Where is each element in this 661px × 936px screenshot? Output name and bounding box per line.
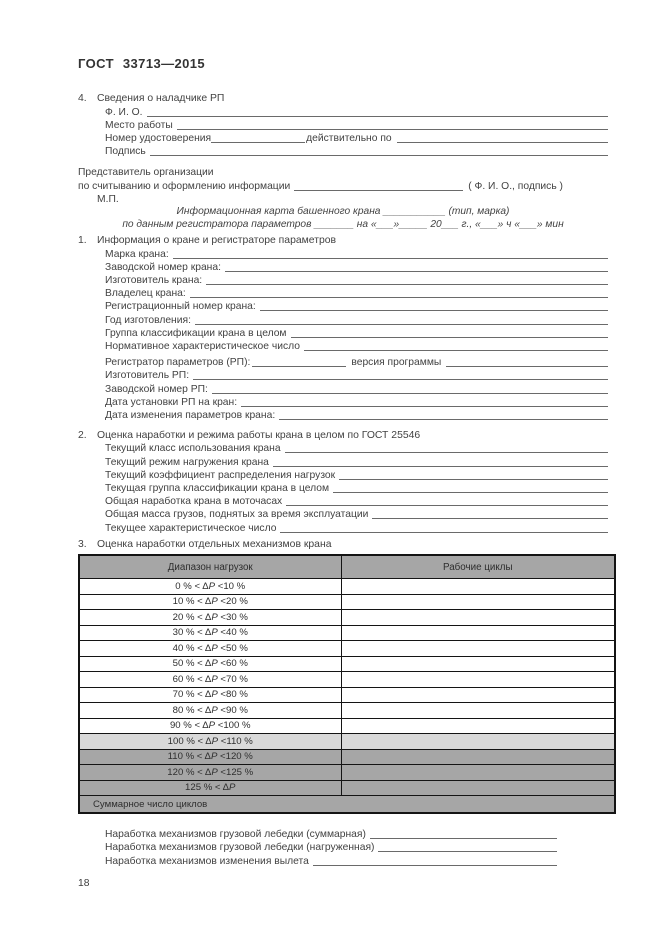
recorder-fields xyxy=(78,368,608,421)
form-field-row xyxy=(78,395,608,408)
work-cycles-cell xyxy=(341,718,615,734)
load-range-cell: 70 % < ΔP <80 % xyxy=(79,687,341,703)
info-card-subtitle: по данным регистратора параметров _______ на «___»_____ 20___ г., «___» ч «___» мин xyxy=(122,218,564,230)
form-field-row xyxy=(78,827,557,840)
table-row xyxy=(79,749,615,765)
form-field-row xyxy=(78,468,608,481)
field-label: Регистратор параметров (РП): xyxy=(105,357,251,369)
fill-in-line xyxy=(193,379,608,380)
fill-in-line xyxy=(195,324,608,325)
form-field-row xyxy=(78,312,608,325)
representative-title-row xyxy=(78,165,608,178)
fill-in-line xyxy=(370,838,557,839)
form-field-row xyxy=(78,286,608,299)
table-row xyxy=(79,610,615,626)
fill-in-line xyxy=(313,865,557,866)
table-row xyxy=(79,703,615,719)
fill-in-line xyxy=(446,366,608,367)
info-card-title: Информационная карта башенного крана ___________ (тип, марка) xyxy=(176,205,510,217)
form-field-row xyxy=(78,408,608,421)
table-row xyxy=(79,594,615,610)
fill-in-line xyxy=(173,258,608,259)
form-field-row xyxy=(78,481,608,494)
section-heading-adjuster xyxy=(78,91,608,104)
field-label: Дата изменения параметров крана: xyxy=(105,409,276,421)
field-label: Заводской номер крана: xyxy=(105,261,221,273)
form-field-row xyxy=(78,355,608,368)
form-field-row xyxy=(78,381,608,394)
field-label: Год изготовления: xyxy=(105,314,191,326)
work-cycles-cell xyxy=(341,656,615,672)
fill-in-line xyxy=(286,505,608,506)
field-label: Текущее характеристическое число xyxy=(105,522,277,534)
form-field-row xyxy=(78,494,608,507)
form-field-row xyxy=(78,178,608,191)
field-label: Общая масса грузов, поднятых за время эксплуатации xyxy=(105,509,369,521)
field-label: Наработка механизмов изменения вылета xyxy=(105,855,309,867)
field-label: по считыванию и оформлению информации xyxy=(78,180,291,192)
field-label: Наработка механизмов грузовой лебедки (нагруженная) xyxy=(105,842,375,854)
fill-in-line xyxy=(225,271,608,272)
table-row xyxy=(79,579,615,595)
form-field-row xyxy=(78,246,608,259)
work-cycles-cell xyxy=(341,641,615,657)
fill-in-line xyxy=(372,518,608,519)
table-row xyxy=(79,625,615,641)
table-summary-row xyxy=(79,796,615,814)
field-label: Наработка механизмов грузовой лебедки (суммарная) xyxy=(105,829,366,841)
field-label: Подпись xyxy=(105,146,146,158)
form-field-row xyxy=(78,144,608,157)
fill-in-line xyxy=(279,419,608,420)
load-range-cell: 60 % < ΔP <70 % xyxy=(79,672,341,688)
fill-in-line xyxy=(147,116,608,117)
work-cycles-cell xyxy=(341,687,615,703)
form-field-row xyxy=(78,118,608,131)
section-heading-mechanisms xyxy=(78,537,608,550)
fio-signature-note: ( Ф. И. О., подпись ) xyxy=(468,180,563,192)
form-field-row xyxy=(78,326,608,339)
section-title: Сведения о наладчике РП xyxy=(97,93,225,105)
fill-in-line xyxy=(291,337,608,338)
form-field-row xyxy=(78,299,608,312)
stamp-label: М.П. xyxy=(97,193,119,205)
section-title: Информация о кране и регистраторе параметров xyxy=(97,235,337,247)
col-header-work-cycles: Рабочие циклы xyxy=(341,555,615,579)
load-range-cell: 50 % < ΔP <60 % xyxy=(79,656,341,672)
work-cycles-cell xyxy=(341,672,615,688)
form-field-row xyxy=(78,339,608,352)
field-label: версия программы xyxy=(351,357,442,369)
work-cycles-cell xyxy=(341,594,615,610)
field-label: Текущий класс использования крана xyxy=(105,443,281,455)
work-cycles-cell xyxy=(341,579,615,595)
fill-in-line xyxy=(273,466,608,467)
field-label: Заводской номер РП: xyxy=(105,383,208,395)
load-range-cell: 125 % < ΔP xyxy=(79,780,341,796)
section-title: Оценка наработки отдельных механизмов крана xyxy=(97,539,332,550)
form-field-row xyxy=(78,441,608,454)
load-range-cell: 0 % < ΔP <10 % xyxy=(79,579,341,595)
load-range-cell: 10 % < ΔP <20 % xyxy=(79,594,341,610)
fill-in-line xyxy=(252,366,346,367)
field-label: Место работы xyxy=(105,119,173,131)
form-field-row xyxy=(78,520,608,533)
field-label: Марка крана: xyxy=(105,248,169,260)
field-label: Номер удостоверения xyxy=(105,132,212,144)
form-field-row xyxy=(78,507,608,520)
work-cycles-cell xyxy=(341,780,615,796)
load-range-cell: 80 % < ΔP <90 % xyxy=(79,703,341,719)
field-label: Дата установки РП на кран: xyxy=(105,396,238,408)
stamp-row xyxy=(78,192,608,205)
work-cycles-cell xyxy=(341,703,615,719)
table-row xyxy=(79,718,615,734)
section-title: Оценка наработки и режима работы крана в целом по ГОСТ 25546 xyxy=(97,430,421,442)
fill-in-line xyxy=(211,142,305,143)
field-label: действительно по xyxy=(306,132,392,144)
field-label: Регистрационный номер крана: xyxy=(105,301,256,313)
form-field-row xyxy=(78,260,608,273)
table-row xyxy=(79,656,615,672)
load-range-cell: 30 % < ΔP <40 % xyxy=(79,625,341,641)
fill-in-line xyxy=(280,532,608,533)
fill-in-line xyxy=(285,452,608,453)
section-heading-operating-time xyxy=(78,428,608,441)
load-range-cell: 90 % < ΔP <100 % xyxy=(79,718,341,734)
operating-time-fields xyxy=(78,441,608,533)
work-cycles-cell xyxy=(341,765,615,781)
work-cycles-cell xyxy=(341,625,615,641)
form-field-row xyxy=(78,853,557,866)
section-number: 3. xyxy=(78,539,87,550)
field-label: Текущий режим нагружения крана xyxy=(105,456,269,468)
fill-in-line xyxy=(212,393,608,394)
fill-in-line xyxy=(397,142,608,143)
field-label: Изготовитель РП: xyxy=(105,370,190,382)
table-header-row xyxy=(79,555,615,579)
fill-in-line xyxy=(241,406,608,407)
summary-cycles-label: Суммарное число циклов xyxy=(79,796,615,814)
form-field-row xyxy=(78,454,608,467)
table-row xyxy=(79,765,615,781)
table-row xyxy=(79,672,615,688)
section-heading-crane-info xyxy=(78,233,608,246)
load-range-cell: 100 % < ΔP <110 % xyxy=(79,734,341,750)
table-row xyxy=(79,641,615,657)
form-field-row xyxy=(78,368,608,381)
fill-in-line xyxy=(150,155,608,156)
fill-in-line xyxy=(177,129,608,130)
field-label: Текущий коэффициент распределения нагрузок xyxy=(105,469,336,481)
field-label: Текущая группа классификации крана в целом xyxy=(105,483,330,495)
representative-title: Представитель организации xyxy=(78,167,214,179)
load-cycles-table xyxy=(78,554,616,814)
field-label: Изготовитель крана: xyxy=(105,275,203,287)
section-number: 4. xyxy=(78,93,87,105)
work-cycles-cell xyxy=(341,734,615,750)
work-cycles-cell xyxy=(341,749,615,765)
field-label: Группа классификации крана в целом xyxy=(105,327,287,339)
mechanism-operating-lines xyxy=(78,827,557,867)
fill-in-line xyxy=(260,310,608,311)
gost-standard-number: ГОСТ 33713—2015 xyxy=(78,56,205,71)
form-field-row xyxy=(78,840,557,853)
field-label: Ф. И. О. xyxy=(105,106,143,118)
fill-in-line xyxy=(333,492,608,493)
load-range-cell: 20 % < ΔP <30 % xyxy=(79,610,341,626)
table-row xyxy=(79,734,615,750)
table-row xyxy=(79,780,615,796)
page-number: 18 xyxy=(78,877,90,889)
load-range-cell: 120 % < ΔP <125 % xyxy=(79,765,341,781)
section-number: 1. xyxy=(78,235,87,247)
form-field-row xyxy=(78,273,608,286)
table-row xyxy=(79,687,615,703)
section-number: 2. xyxy=(78,430,87,442)
fill-in-line xyxy=(339,479,608,480)
crane-info-fields xyxy=(78,246,608,352)
field-label: Владелец крана: xyxy=(105,288,186,300)
form-field-row xyxy=(78,131,608,144)
load-range-cell: 110 % < ΔP <120 % xyxy=(79,749,341,765)
field-label: Нормативное характеристическое число xyxy=(105,340,300,352)
fill-in-line xyxy=(190,297,608,298)
fill-in-line xyxy=(294,190,463,191)
fill-in-line xyxy=(206,284,608,285)
col-header-load-range: Диапазон нагрузок xyxy=(79,555,341,579)
fill-in-line xyxy=(304,350,608,351)
field-label: Общая наработка крана в моточасах xyxy=(105,496,283,508)
form-field-row xyxy=(78,104,608,117)
work-cycles-cell xyxy=(341,610,615,626)
load-range-cell: 40 % < ΔP <50 % xyxy=(79,641,341,657)
fill-in-line xyxy=(378,851,557,852)
